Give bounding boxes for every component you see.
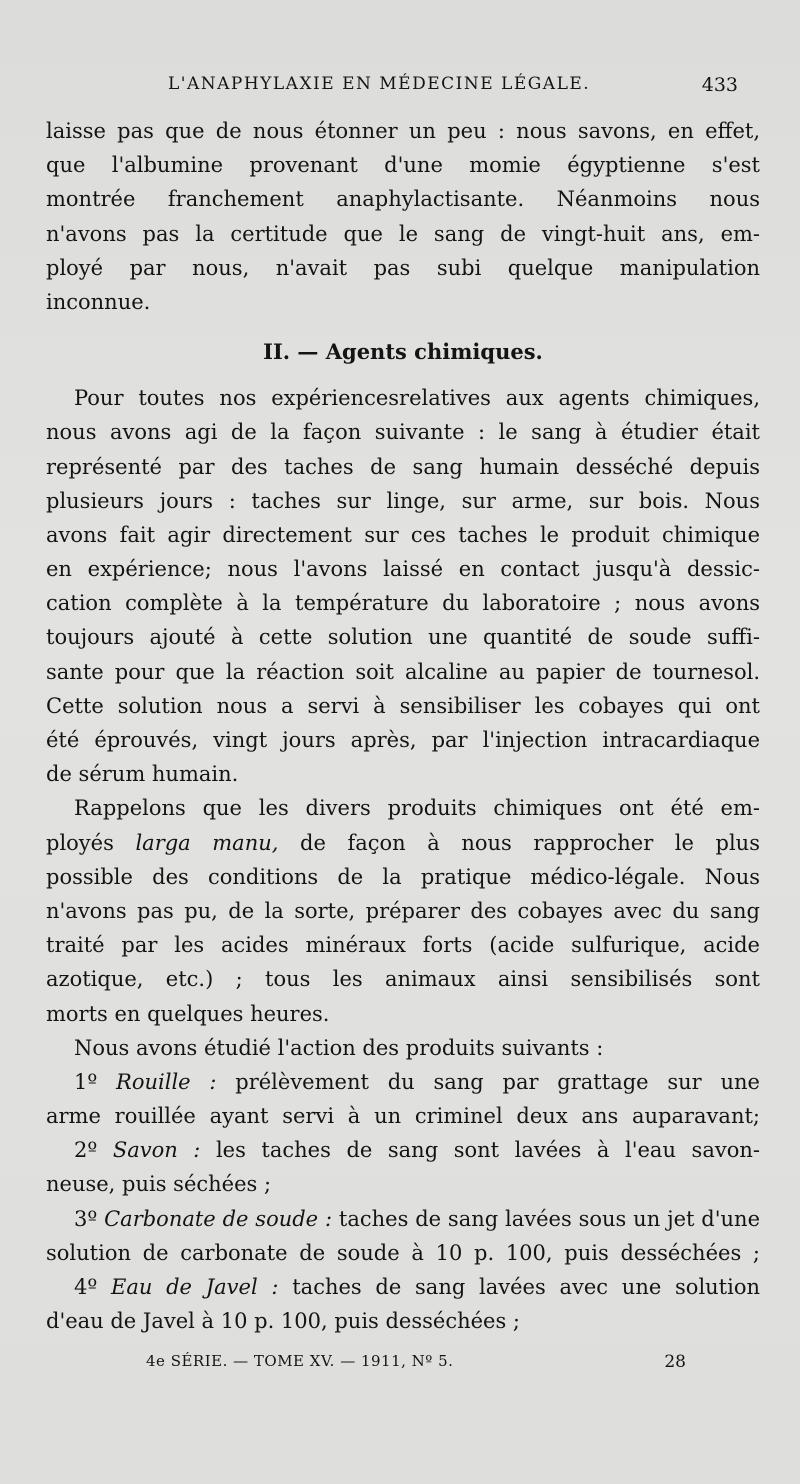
text-line: de sérum humain. (46, 762, 239, 787)
text-line: représenté par des taches de sang humain desséché depuis (46, 454, 760, 479)
text-line: azotique, etc.) ; tous les animaux ainsi sensibilisés sont (46, 967, 760, 992)
item-text: taches de sang lavées avec une solution (292, 1275, 761, 1299)
list-item-line: solution de carbonate de soude à 10 p. 100, puis desséchées ; (46, 1240, 760, 1265)
text-line: cation complète à la température du laboratoire ; nous avons (46, 591, 760, 616)
text-line: traité par les acides minéraux forts (acide sulfurique, acide (46, 933, 760, 958)
text-line: Cette solution nous a servi à sensibiliser les cobayes qui ont (46, 693, 760, 718)
text-line: n'avons pas la certitude que le sang de vingt-huit ans, em- (46, 221, 760, 246)
text-line: ployé par nous, n'avait pas subi quelque manipulation (46, 255, 760, 280)
text-line: que l'albumine provenant d'une momie égyptienne s'est (46, 153, 760, 178)
text-line: inconnue. (46, 289, 151, 314)
list-item-line (46, 1133, 760, 1167)
running-header (168, 74, 738, 104)
text-line: laisse pas que de nous étonner un peu : nous savons, en effet, (46, 119, 760, 143)
section-heading: II. — Agents chimiques. (263, 339, 543, 365)
text-line: plusieurs jours : taches sur linge, sur arme, sur bois. Nous (46, 488, 760, 513)
italic-phrase: larga manu, (135, 830, 279, 855)
item-label: Eau de Javel : (111, 1275, 279, 1299)
text-line: nous avons agi de la façon suivante : le sang à étudier était (46, 420, 760, 445)
item-label: Rouille : (116, 1069, 217, 1094)
text-run: ployés (46, 830, 114, 855)
text-line: en expérience; nous l'avons laissé en contact jusqu'à dessic- (46, 557, 760, 582)
list-item-line: arme rouillée ayant servi à un criminel deux ans auparavant; (46, 1104, 760, 1129)
item-number: 2º (74, 1138, 98, 1163)
item-label: Savon : (112, 1138, 201, 1163)
page-number: 433 (701, 74, 738, 96)
item-text: taches de sang lavées sous un jet d'une (338, 1206, 760, 1231)
text-line: possible des conditions de la pratique médico-légale. Nous (46, 864, 760, 889)
item-number: 3º (74, 1206, 98, 1231)
item-label: Carbonate de soude : (104, 1206, 333, 1231)
text-line: sante pour que la réaction soit alcaline au papier de tournesol. (46, 659, 760, 684)
text-line: n'avons pas pu, de la sorte, préparer des cobayes avec du sang (46, 898, 760, 923)
list-item-line (46, 1270, 760, 1304)
text-run: de façon à nous rapprocher le plus (300, 830, 760, 855)
list-item-line (46, 1065, 760, 1099)
text-line: montrée franchement anaphylactisante. Néanmoins nous (46, 187, 760, 212)
text-line: morts en quelques heures. (46, 1001, 330, 1026)
body-text (46, 114, 760, 1338)
item-text: les taches de sang sont lavées à l'eau savon- (215, 1138, 760, 1163)
text-line: Pour toutes nos expériencesrelatives aux agents chimiques, (74, 386, 760, 411)
text-line: avons fait agir directement sur ces taches le produit chimique (46, 522, 760, 547)
item-number: 4º (74, 1275, 98, 1299)
text-line: Rappelons que les divers produits chimiques ont été em- (74, 796, 760, 821)
item-text: prélèvement du sang par grattage sur une (235, 1069, 760, 1094)
text-line: toujours ajouté à cette solution une quantité de soude suffi- (46, 625, 760, 650)
list-item-line: neuse, puis séchées ; (46, 1172, 272, 1197)
footer (146, 1352, 686, 1378)
text-line: Nous avons étudié l'action des produits suivants : (74, 1035, 604, 1060)
signature-mark: 4e SÉRIE. — TOME XV. — 1911, Nº 5. (146, 1352, 454, 1370)
running-title: L'ANAPHYLAXIE EN MÉDECINE LÉGALE. (168, 74, 591, 94)
text-line: été éprouvés, vingt jours après, par l'injection intracardiaque (46, 728, 760, 752)
item-number: 1º (74, 1069, 98, 1094)
text-line-with-italic (46, 826, 760, 860)
list-item-line (46, 1202, 760, 1236)
signature-number: 28 (664, 1352, 686, 1372)
list-item-line: d'eau de Javel à 10 p. 100, puis desséchées ; (46, 1309, 521, 1334)
